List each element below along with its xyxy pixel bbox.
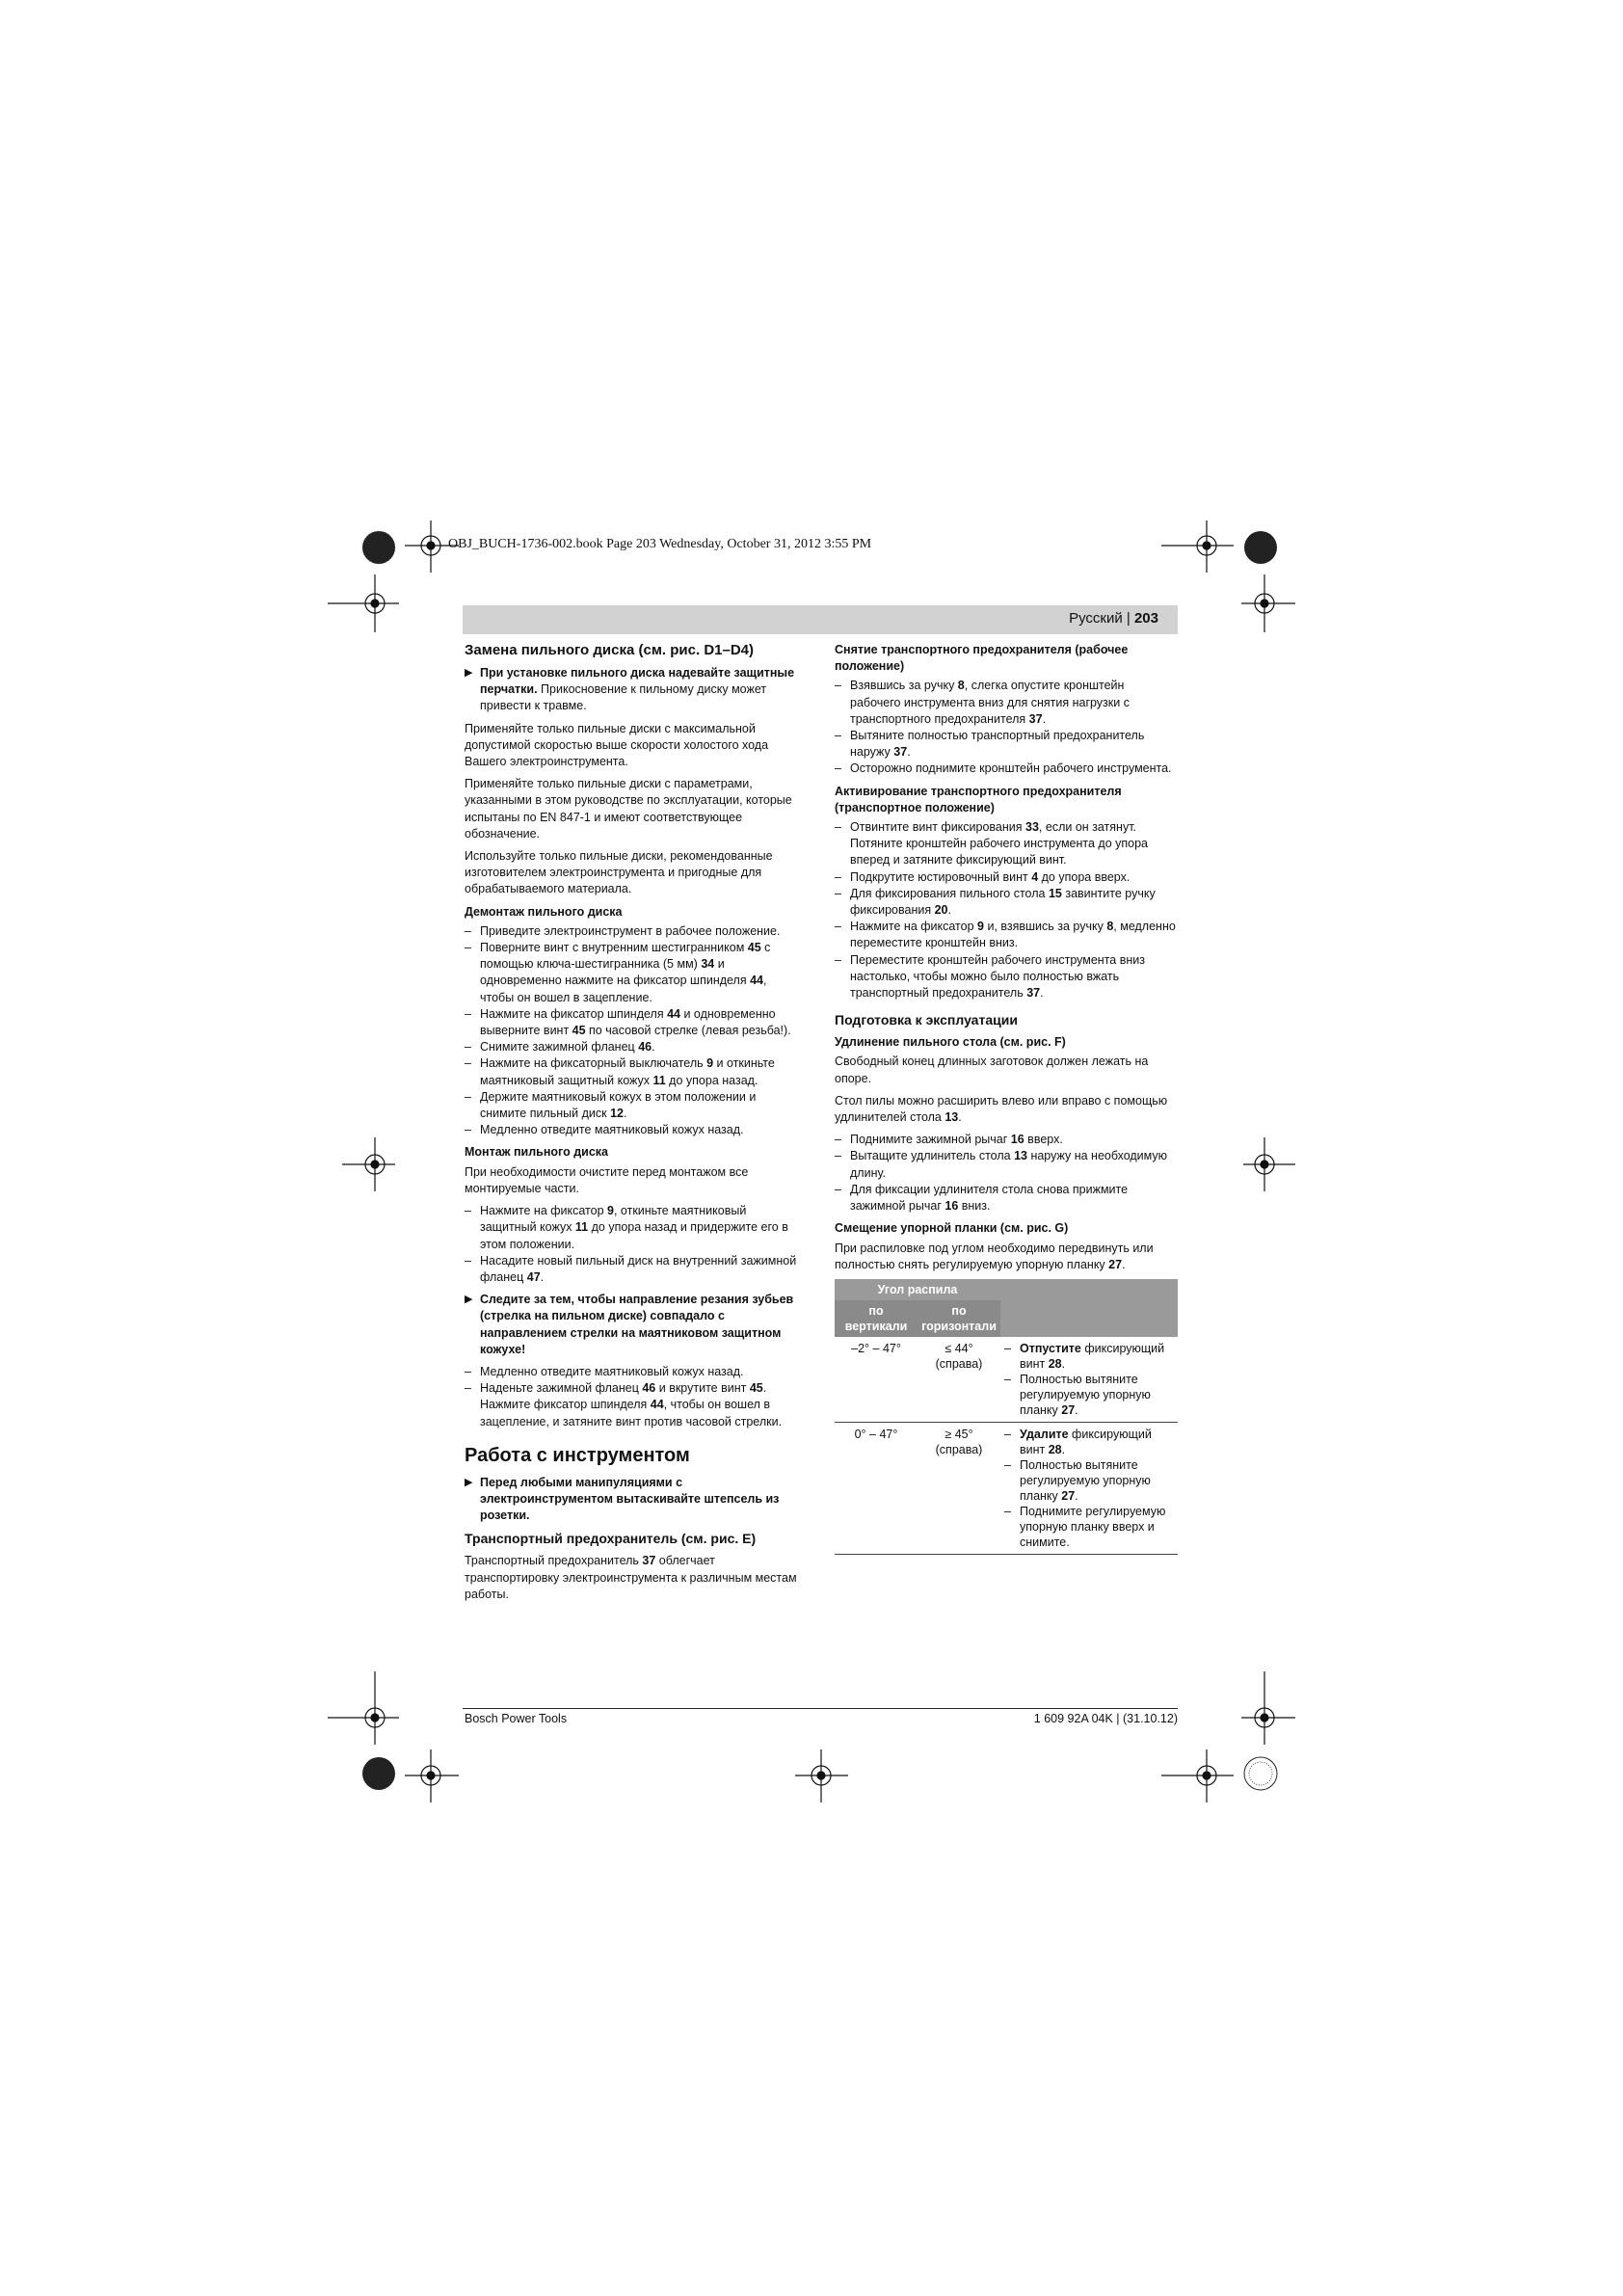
paragraph-transport-lock: Транспортный предохранитель 37 облегчает транспортировку электроинструмента к различным местам работы.	[465, 1554, 797, 1601]
print-slug: OBJ_BUCH-1736-002.book Page 203 Wednesday, October 31, 2012 3:55 PM	[448, 537, 872, 551]
list-item: – Поднимите зажимной рычаг 16 вверх.	[835, 1132, 1178, 1148]
list-item: – Снимите зажимной фланец 46.	[465, 1039, 802, 1055]
paragraph-recommended-blades: Используйте только пильные диски, рекомендованные изготовителем электроинструмента и пригодные для обрабатываемого материала.	[465, 849, 773, 896]
color-target-top-left	[362, 531, 395, 564]
heading-lock-transport: Активирование транспортного предохранителя (транспортное положение)	[835, 784, 1122, 814]
table-header-horizontal: по горизонтали	[918, 1300, 1000, 1337]
heading-preparation: Подготовка к эксплуатации	[835, 1012, 1018, 1028]
table-row: 0° – 47° ≥ 45° (справа) – Удалите фиксирующий винт 28. – Полностью вытяните регулируемую упорную планку 27. – Поднимите регулируемую упорную планку вверх и снимите.	[835, 1422, 1178, 1554]
registration-mark-right-top2	[1241, 574, 1295, 632]
list-remove-blade	[465, 923, 802, 1139]
paragraph-extend-table: Стол пилы можно расширить влево или вправо с помощью удлинителей стола 13.	[835, 1093, 1168, 1125]
warning-triangle-icon: ▶	[465, 1294, 473, 1306]
warning-gloves-bold: При установке пильного диска надевайте защитные перчатки.	[480, 666, 795, 697]
page-number: 203	[1133, 610, 1158, 627]
list-item: – Подкрутите юстировочный винт 4 до упора вверх.	[835, 869, 1178, 886]
table-header-vertical: по вертикали	[835, 1300, 918, 1337]
table-row: –2° – 47° ≤ 44° (справа) – Отпустите фиксирующий винт 28. – Полностью вытяните регулируемую упорную планку 27.	[835, 1337, 1178, 1423]
list-item: – Нажмите на фиксатор 9, откиньте маятниковый защитный кожух 11 до упора назад и придержите его в этом положении.	[465, 1203, 802, 1253]
paragraph-max-speed: Применяйте только пильные диски с максимальной допустимой скоростью выше скорости холостого хода Вашего электроинструмента.	[465, 721, 769, 769]
list-item: – Нажмите на фиксатор шпинделя 44 и одновременно выверните винт 45 по часовой стрелке (левая резьба!).	[465, 1006, 802, 1039]
warning-gloves-text: Прикосновение к пильному диску может привести к травме.	[480, 682, 767, 713]
paragraph-fence: При распиловке под углом необходимо передвинуть или полностью снять регулируемую упорную планку 27.	[835, 1241, 1154, 1271]
list-item: – Для фиксации удлинителя стола снова прижмите зажимной рычаг 16 вниз.	[835, 1182, 1178, 1215]
list-unlock-transport	[835, 678, 1178, 777]
heading-remove-blade: Демонтаж пильного диска	[465, 904, 623, 919]
list-item: – Взявшись за ручку 8, слегка опустите кронштейн рабочего инструмента вниз для снятия нагрузки с транспортного предохранителя 37.	[835, 678, 1178, 728]
warning-unplug: ▶ Перед любыми манипуляциями с электроинструментом вытаскивайте штепсель из розетки.	[465, 1475, 780, 1523]
warning-cutting-direction: ▶ Следите за тем, чтобы направление резания зубьев (стрелка на пильном диске) совпадало с направлением стрелки на маятниковом защитном кожухе!	[465, 1293, 794, 1356]
list-item: – Для фиксирования пильного стола 15 завинтите ручку фиксирования 20.	[835, 886, 1178, 919]
list-item: – Приведите электроинструмент в рабочее положение.	[465, 923, 802, 940]
header-text	[1069, 610, 1158, 627]
registration-mark-bottom-right2	[1161, 1749, 1234, 1802]
list-mount-blade	[465, 1203, 802, 1286]
registration-mark-bottom-center	[795, 1749, 848, 1802]
list-item: – Поверните винт с внутренним шестигранником 45 с помощью ключа-шестигранника (5 мм) 34 и одновременно нажмите на фиксатор шпинделя 44, чтобы он вошел в зацепление.	[465, 940, 802, 1006]
list-item: – Медленно отведите маятниковый кожух назад.	[465, 1364, 802, 1380]
registration-mark-left-top2	[328, 574, 399, 632]
color-target-top-right	[1244, 531, 1277, 564]
right-column	[835, 642, 1178, 1555]
list-item: – Отвинтите винт фиксирования 33, если он затянут. Потяните кронштейн рабочего инструмента до упора вперед и затяните фиксирующий винт.	[835, 819, 1178, 869]
registration-mark-middle-right	[1243, 1137, 1295, 1191]
color-target-bottom-left	[362, 1757, 395, 1790]
warning-gloves	[465, 665, 802, 715]
list-item: – Насадите новый пильный диск на внутренний зажимной фланец 47.	[465, 1253, 802, 1286]
heading-mount-blade: Монтаж пильного диска	[465, 1145, 608, 1160]
warning-triangle-icon: ▶	[465, 667, 473, 679]
header-separator: |	[1122, 610, 1134, 627]
warning-triangle-icon: ▶	[465, 1476, 473, 1488]
paragraph-support: Свободный конец длинных заготовок должен лежать на опоре.	[835, 1055, 1149, 1085]
registration-mark-top-right	[1161, 521, 1234, 573]
page-header	[463, 605, 1178, 634]
list-item: – Осторожно поднимите кронштейн рабочего инструмента.	[835, 761, 1178, 777]
list-item: – Переместите кронштейн рабочего инструмента вниз настолько, чтобы можно было полностью вжать транспортный предохранитель 37.	[835, 952, 1178, 1002]
footer-brand: Bosch Power Tools	[465, 1712, 568, 1725]
header-language: Русский	[1069, 610, 1123, 627]
footer-rule	[463, 1708, 1178, 1709]
heading-operation: Работа с инструментом	[465, 1444, 690, 1466]
footer-doc-number: 1 609 92A 04K | (31.10.12)	[1033, 1712, 1178, 1725]
list-lock-transport	[835, 819, 1178, 1001]
list-item: – Нажмите на фиксатор 9 и, взявшись за ручку 8, медленно переместите кронштейн вниз.	[835, 919, 1178, 951]
heading-table-extension: Удлинение пильного стола (см. рис. F)	[835, 1035, 1066, 1050]
registration-mark-bottom-right	[1241, 1671, 1295, 1745]
paragraph-en847: Применяйте только пильные диски с параметрами, указанными в этом руководстве по эксплуатации, которые испытаны по EN 847-1 и имеют соответствующее обозначение.	[465, 777, 792, 841]
cut-angle-table	[835, 1279, 1178, 1555]
table-header-group: Угол распила	[835, 1279, 1000, 1300]
list-item: – Медленно отведите маятниковый кожух назад.	[465, 1122, 802, 1138]
list-item: – Держите маятниковый кожух в этом положении и снимите пильный диск 12.	[465, 1089, 802, 1122]
heading-fence: Смещение упорной планки (см. рис. G)	[835, 1221, 1069, 1236]
registration-mark-middle-left	[342, 1137, 395, 1191]
heading-transport-lock: Транспортный предохранитель (см. рис. E)	[465, 1531, 757, 1547]
list-table-extension	[835, 1132, 1178, 1215]
list-item: – Нажмите на фиксаторный выключатель 9 и откиньте маятниковый защитный кожух 11 до упора назад.	[465, 1055, 802, 1088]
heading-unlock-transport: Снятие транспортного предохранителя (рабочее положение)	[835, 643, 1129, 674]
list-item: – Вытяните полностью транспортный предохранитель наружу 37.	[835, 728, 1178, 761]
list-item: – Наденьте зажимной фланец 46 и вкрутите винт 45. Нажмите фиксатор шпинделя 44, чтобы он вошел в зацепление, и затяните винт против часовой стрелки.	[465, 1380, 802, 1430]
list-mount-blade-2	[465, 1364, 802, 1430]
left-column	[465, 642, 802, 1609]
paragraph-clean-parts: При необходимости очистите перед монтажом все монтируемые части.	[465, 1164, 749, 1195]
heading-saw-blade-change: Замена пильного диска (см. рис. D1–D4)	[465, 642, 754, 658]
color-target-bottom-right	[1244, 1757, 1277, 1790]
list-item: – Вытащите удлинитель стола 13 наружу на необходимую длину.	[835, 1148, 1178, 1181]
registration-mark-bottom-left2	[405, 1749, 459, 1802]
registration-mark-bottom-left	[328, 1671, 399, 1745]
